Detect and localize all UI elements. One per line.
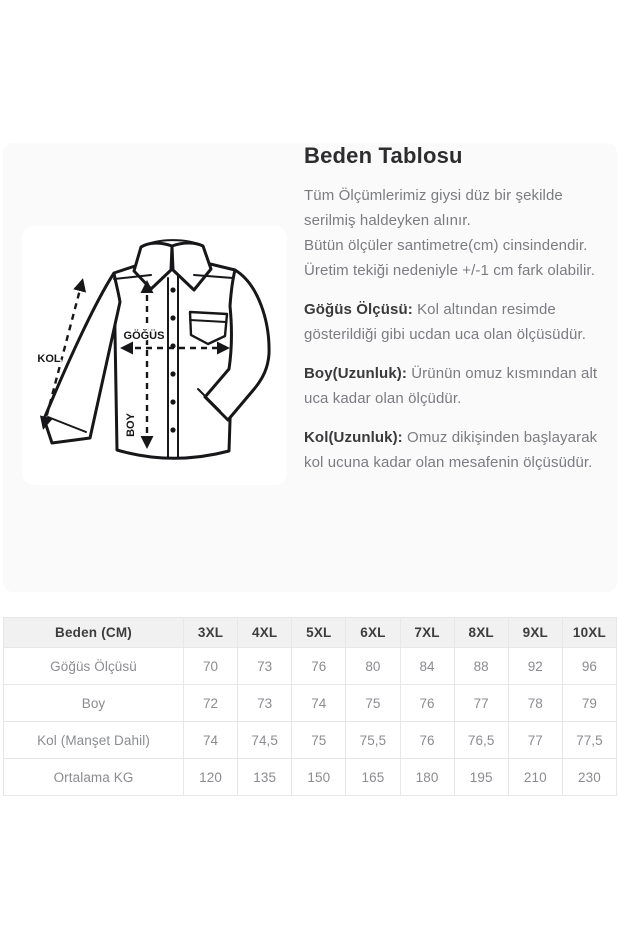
col-header-beden: Beden (CM) [4,618,184,648]
kol-label: KOL [37,353,61,365]
table-cell: 180 [400,759,454,796]
col-header-size: 3XL [184,618,238,648]
table-cell: 76 [400,722,454,759]
table-cell: 74,5 [238,722,292,759]
table-cell: 70 [184,648,238,685]
definition-text: Omuz dikişinden başlayarak kol ucuna kadar olan mesafenin ölçüsüdür. [304,429,598,471]
definition-term: Kol(Uzunluk): [304,429,403,446]
table-cell: 92 [508,648,562,685]
table-cell: 76 [400,685,454,722]
row-label: Boy [4,685,184,722]
row-label: Kol (Manşet Dahil) [4,722,184,759]
row-label: Göğüs Ölçüsü [4,648,184,685]
table-cell: 78 [508,685,562,722]
col-header-size: 7XL [400,618,454,648]
table-cell: 165 [346,759,400,796]
table-cell: 135 [238,759,292,796]
table-cell: 73 [238,648,292,685]
col-header-size: 4XL [238,618,292,648]
col-header-size: 6XL [346,618,400,648]
table-row-sleeve [4,722,617,759]
page-title: Beden Tablosu [304,143,463,168]
table-cell: 72 [184,685,238,722]
table-cell: 74 [184,722,238,759]
table-cell: 150 [292,759,346,796]
table-cell: 120 [184,759,238,796]
definition-term: Boy(Uzunluk): [304,365,407,382]
table-cell: 77 [454,685,508,722]
table-cell: 76 [292,648,346,685]
shirt-measurement-diagram-box [22,226,287,485]
table-cell: 76,5 [454,722,508,759]
definition-text: Ürünün omuz kısmından alt uca kadar olan ölçüdür. [304,365,598,407]
table-cell: 75,5 [346,722,400,759]
table-header-row [4,618,617,648]
table-cell: 75 [346,685,400,722]
table-row-chest [4,648,617,685]
table-row-length [4,685,617,722]
col-header-size: 9XL [508,618,562,648]
table-row-weight [4,759,617,796]
table-cell: 210 [508,759,562,796]
table-cell: 77 [508,722,562,759]
definition-length [304,361,609,411]
size-table [3,617,617,796]
table-cell: 75 [292,722,346,759]
col-header-size: 5XL [292,618,346,648]
boy-label: BOY [125,413,137,437]
table-cell: 230 [562,759,616,796]
table-cell: 195 [454,759,508,796]
info-column [304,142,609,475]
shirt-diagram-illustration [22,226,287,485]
table-cell: 80 [346,648,400,685]
table-cell: 79 [562,685,616,722]
definition-term: Göğüs Ölçüsü: [304,301,413,318]
table-cell: 77,5 [562,722,616,759]
row-label: Ortalama KG [4,759,184,796]
definition-text: Kol altından resimde gösterildiği gibi ucdan uca olan ölçüsüdür. [304,301,586,343]
table-cell: 73 [238,685,292,722]
definition-sleeve [304,425,609,475]
table-cell: 74 [292,685,346,722]
definition-chest [304,297,609,347]
col-header-size: 8XL [454,618,508,648]
table-cell: 88 [454,648,508,685]
intro-paragraph: Tüm Ölçümlerimiz giysi düz bir şekilde serilmiş haldeyken alınır. [304,187,563,229]
intro-paragraph: Bütün ölçüler santimetre(cm) cinsindendir. Üretim tekiği nedeniyle +/-1 cm fark olabilir. [304,237,595,279]
gogus-label: GÖĞÜS [123,330,165,342]
table-cell: 96 [562,648,616,685]
col-header-size: 10XL [562,618,616,648]
table-cell: 84 [400,648,454,685]
